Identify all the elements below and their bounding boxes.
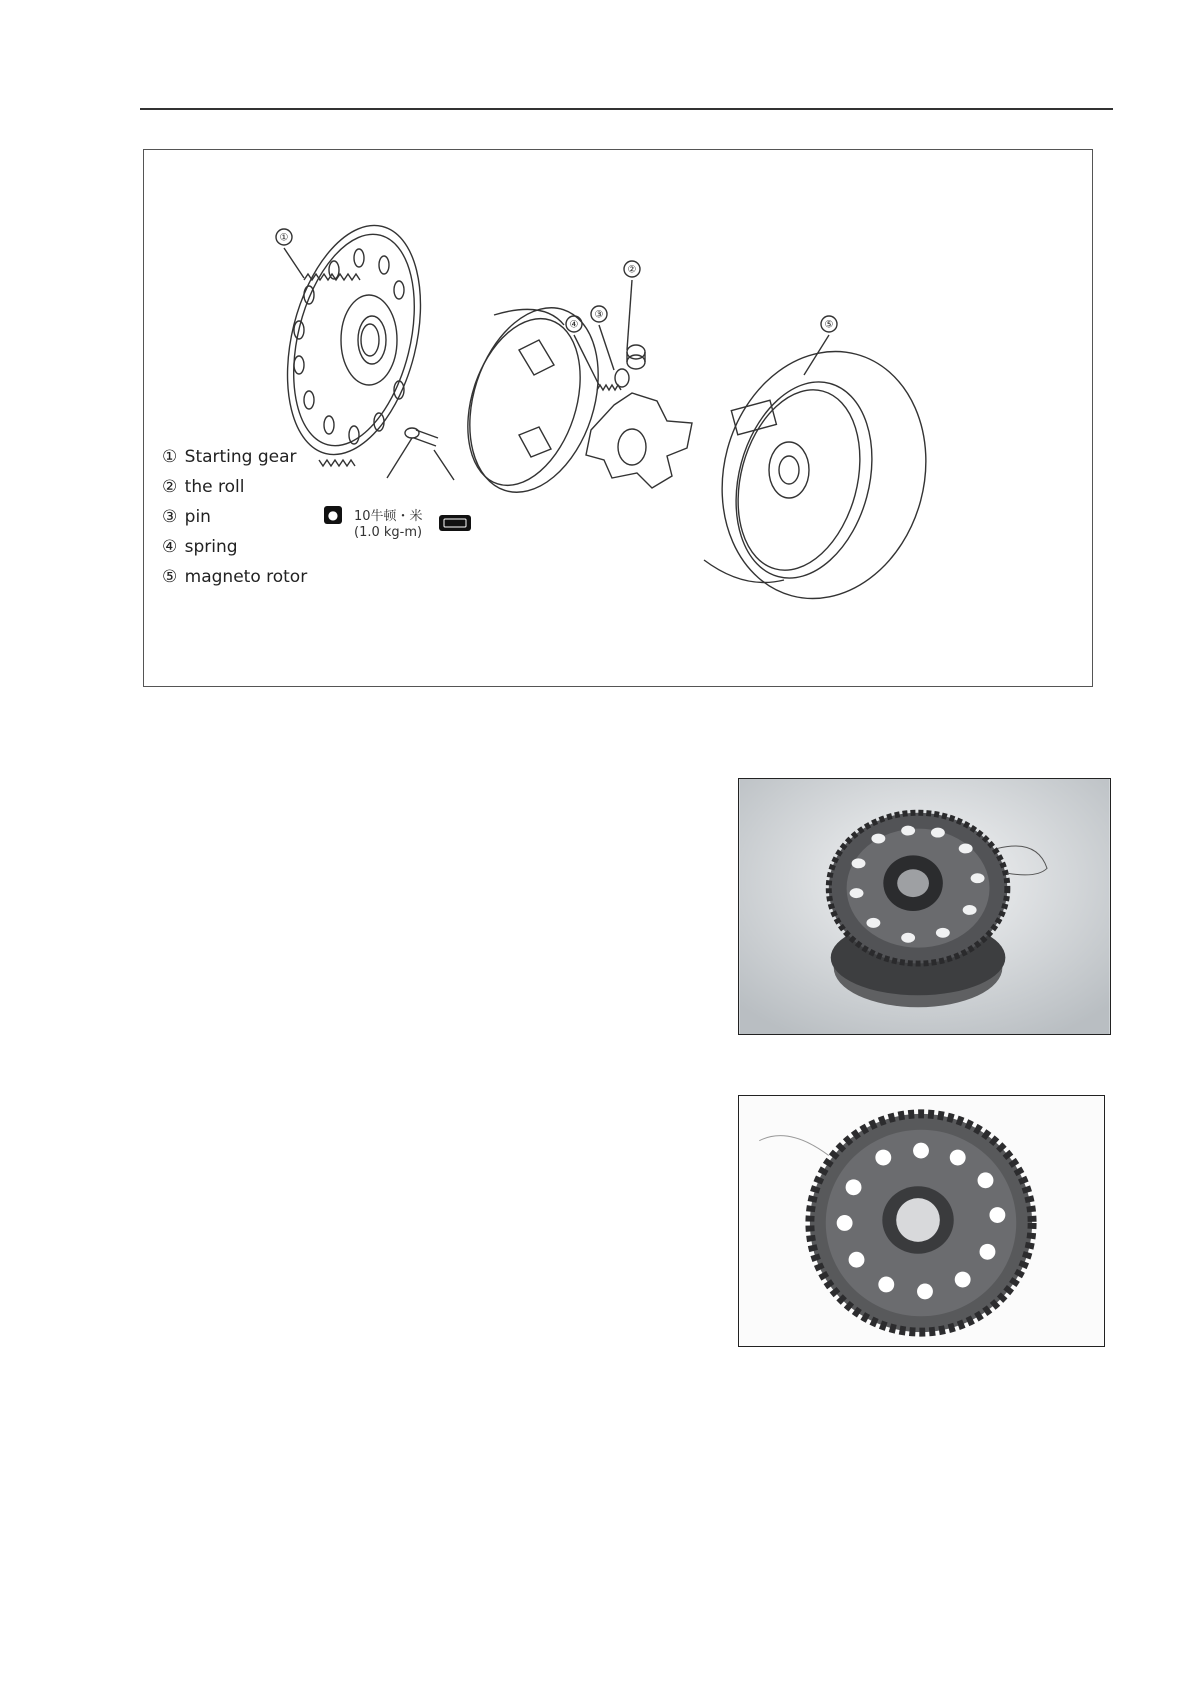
torque-value-nm: 10牛顿・米 (354, 509, 423, 524)
legend-number: ② (162, 477, 178, 497)
leader-line-torque (387, 438, 412, 478)
legend-number: ④ (162, 537, 178, 557)
leader-line-3 (599, 325, 614, 370)
clutch-housing-drawing (448, 291, 621, 509)
callout-5: ⑤ (824, 319, 834, 331)
leader-line-2 (627, 280, 632, 350)
legend-label: spring (184, 537, 238, 557)
leader-line-4 (574, 335, 599, 385)
magneto-rotor-drawing (695, 328, 953, 621)
exploded-diagram-figure (143, 149, 1093, 687)
starter-clutch-assembly-photo (738, 778, 1111, 1035)
starting-gear-drawing (266, 211, 443, 468)
header-rule (140, 108, 1113, 110)
legend-item (162, 442, 307, 472)
pin-drawing (615, 369, 629, 387)
star-plate-drawing (586, 393, 692, 488)
starting-gear-photo (738, 1095, 1105, 1347)
callout-4: ④ (569, 319, 579, 331)
legend-item (162, 502, 307, 532)
callout-1: ① (279, 232, 289, 244)
legend-number: ⑤ (162, 567, 178, 587)
bolt-drawing (405, 428, 454, 480)
legend-number: ① (162, 447, 178, 467)
torque-value-kgm: (1.0 kg-m) (354, 525, 423, 540)
legend-label: the roll (184, 477, 245, 497)
wrench-icon: ● (324, 506, 342, 524)
legend-item (162, 562, 307, 592)
legend-label: magneto rotor (184, 567, 308, 587)
legend-label: Starting gear (184, 447, 297, 467)
grease-tag-icon (439, 515, 471, 531)
parts-legend (162, 442, 307, 592)
legend-item (162, 532, 307, 562)
roll-drawing (627, 345, 645, 369)
callout-3: ③ (594, 309, 604, 321)
legend-number: ③ (162, 507, 178, 527)
leader-line-1 (284, 248, 304, 278)
exploded-diagram (144, 150, 1091, 685)
legend-label: pin (184, 507, 211, 527)
legend-item (162, 472, 307, 502)
callout-2: ② (627, 264, 637, 276)
leader-line-5 (804, 335, 829, 375)
